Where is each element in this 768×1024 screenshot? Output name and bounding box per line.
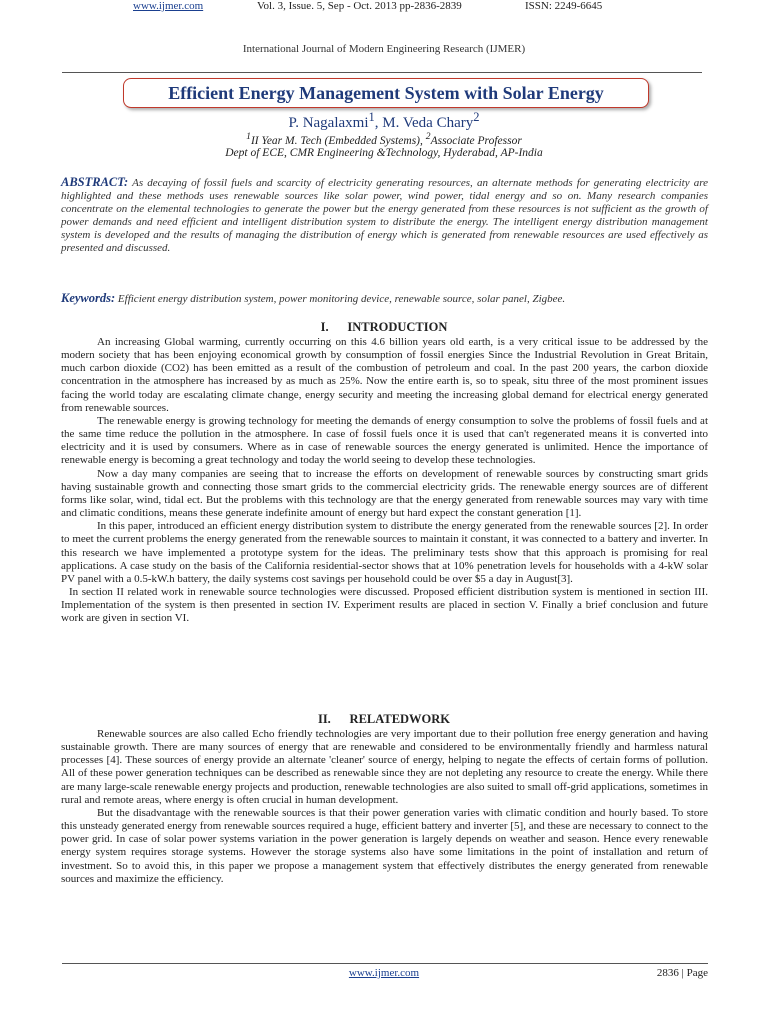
section-heading-introduction: I. INTRODUCTION — [320, 320, 448, 334]
author-1-sup: 1 — [368, 110, 375, 124]
volume-info: Vol. 3, Issue. 5, Sep - Oct. 2013 pp-2836-2839 — [257, 0, 462, 12]
title-box — [123, 78, 649, 108]
paragraph: In section II related work in renewable source technologies were discussed. Proposed efficient distribution system is mentioned in section III. Implementation of the system is then presented in section IV. Experiment results are placed in section V. Finally a brief conclusion and future work are given in section VI. — [61, 585, 708, 625]
section-heading-related-work: II. RELATEDWORK — [317, 712, 451, 726]
abstract — [61, 176, 708, 256]
role-2-sup: 2 — [425, 131, 431, 142]
journal-name: International Journal of Modern Engineering Research (IJMER) — [242, 43, 526, 55]
abstract-text: As decaying of fossil fuels and scarcity of electricity generating resources, an alternate methods for generating electricity are highlighted and these methods uses renewable sources like solar power, wind power, tidal energy and so on. Many research companies concentrate on the elemental technologies to generate the power but the energy generated from these resources is not sufficient as the growth of power demands and need efficient and intelligent distribution system to distribute the energy. The intelligent energy distribution management system is developed and the results of managing the distribution of energy which is generated from renewable resources are used effectively as presented and discussed. — [61, 177, 708, 255]
footer-divider — [62, 963, 708, 964]
paragraph: The renewable energy is growing technology for meeting the demands of energy consumption to solve the problems of fossil fuels and at the same time reduce the pollution in the atmosphere. In case of fossil fuels once it is used that can't regenerated means it is converted into electricity and it is used by consumers. Where as in case of renewable sources the energy generated is unlimited. Hence the importance of renewable energy is becoming a great technology and today the world seeing to develop these technologies. — [61, 414, 708, 467]
authors — [0, 110, 768, 132]
paragraph: But the disadvantage with the renewable sources is that their power generation varies with climatic condition and hourly based. To store this unsteady generated energy from renewable sources required a huge, efficient battery and inverter [5], and these are necessary to connect to the power grid. In case of solar power systems variation in the power generation is largely depends on weather and season. Hence every renewable energy system requires storage systems. However the storage systems also have some limitations in the point of installation and return of investment. So to avoid this, in this paper we propose a management system that effectively distributes the energy generated from renewable sources and maximize the efficiency. — [61, 806, 708, 885]
affiliation-roles — [0, 131, 768, 147]
affiliation-dept: Dept of ECE, CMR Engineering &Technology, Hyderabad, AP-India — [225, 147, 543, 159]
paragraph: An increasing Global warming, currently occurring on this 4.6 billion years old earth, is a very critical issue to be addressed by the modern society that has been enjoying economical growth by consumption of fossil energies Since the Industrial Revolution in Great Britain, much carbon dioxide (CO2) has been emitted as a result of the combustion of petroleum and coal. In the past 200 years, the carbon dioxide concentration in the atmosphere has increased by as much as 25%. Now the entire earth is, so to speak, situ three of the most prominent issues facing the world today are escalating climate change, energy security and meeting the increasing global demand for electrical energy generated from renewable sources. — [61, 336, 708, 414]
paragraph: Now a day many companies are seeing that to increase the efforts on development of renewable sources by constructing smart grids having sustainable growth and connecting those smart grids to the commercial electricity grids. The renewable energy sources are of different forms like solar, wind, tidal ect. But the problems with this technology are that the energy generated from renewable sources may vary with time and climatic conditions, means these generate indefinite amount of energy but hard expect the constant generation [1]. — [61, 467, 708, 520]
author-2-sup: 2 — [473, 110, 480, 124]
keywords — [61, 291, 708, 306]
journal-url-link[interactable]: www.ijmer.com — [133, 0, 204, 12]
paper-title: Efficient Energy Management System with Solar Energy — [168, 83, 604, 103]
abstract-label: ABSTRACT: — [61, 175, 129, 189]
related-work-body — [61, 728, 708, 886]
paragraph: In this paper, introduced an efficient energy distribution system to distribute the energy generated from the renewable sources [2]. In order to meet the current problems the energy generated from the renewable sources to maintain it constant, it was connected to a battery and inverter. In this research we have implemented a prototype system for the ideas. The preliminary tests show that this approach is promising for real applications. A case study on the basis of the California residential-sector shows that at 10% penetration levels for households with a 4-kW solar PV panel with a 0.5-kW.h battery, the daily systems cost savings per household could be over $5 a day in August[3]. — [61, 520, 708, 585]
role-2: Associate Professor — [430, 134, 522, 147]
journal-info-line — [0, 0, 768, 14]
keywords-label: Keywords: — [61, 291, 116, 305]
header-divider — [62, 72, 702, 73]
introduction-body — [61, 336, 708, 625]
footer-url-link[interactable]: www.ijmer.com — [348, 967, 420, 979]
issn: ISSN: 2249-6645 — [525, 0, 603, 12]
author-1: P. Nagalaxmi — [288, 115, 369, 131]
keywords-text: Efficient energy distribution system, power monitoring device, renewable source, solar panel, Zigbee. — [115, 293, 566, 305]
paragraph: Renewable sources are also called Echo friendly technologies are very important due to their pollution free energy generation and having sustainable growth. There are many sources of energy that are renewable and considered to be environmentally friendly and harmless natural processes [4]. These sources of energy provide an alternate 'cleaner' source of energy, helping to negate the effects of certain forms of pollution. All of these power generation techniques can be described as renewable since they are not depleting any resource to create the energy. While there are many large-scale renewable energy projects and production, renewable technologies are also suited to small off-grid applications, sometimes in rural and remote areas, where energy is often crucial in human development. — [61, 728, 708, 806]
page-number: 2836 | Page — [656, 967, 708, 979]
author-2: M. Veda Chary — [382, 115, 474, 131]
role-1: II Year M. Tech (Embedded Systems), — [250, 134, 426, 147]
role-1-sup: 1 — [246, 131, 251, 142]
author-separator: , — [374, 115, 383, 131]
